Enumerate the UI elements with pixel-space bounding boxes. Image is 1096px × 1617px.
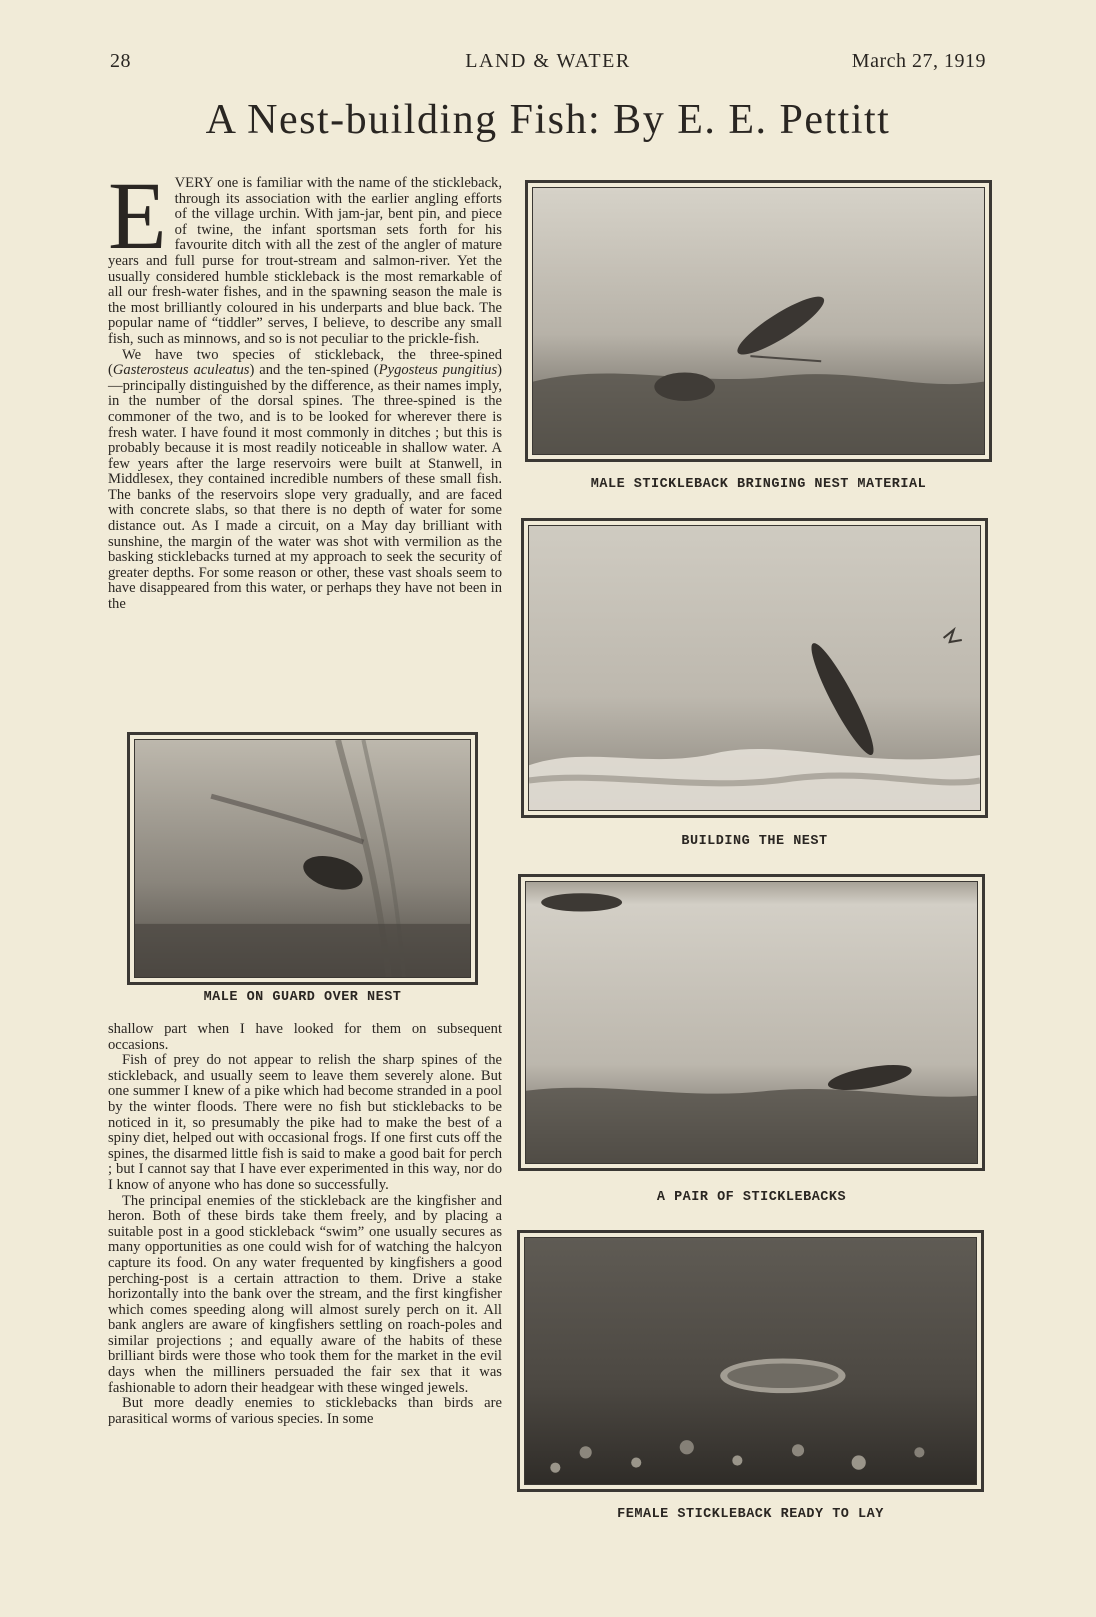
paragraph: We have two species of stickleback, the three-spined (Gasterosteus aculeatus) and the ten-spined (Pygosteus pungitius)—principally distinguished by the difference, as their names imply, in the number of the dorsal spines. The three-spined is the commoner of the two, and is to be looked for wherever there is fresh water. I have found it most commonly in ditches ; but this is probably because it is most readily noticeable in shallow water. A few years after the large reservoirs were built at Stanwell, in Middlesex, they contained incredible numbers of these small fish. The banks of the reservoirs slope very gradually, and are faced with concrete slabs, so that there is no depth of water for some distance out. As I made a circuit, on a May day brilliant with sunshine, the margin of the water was shot with vermilion as the basking sticklebacks turned at my approach to seek the security of greater depths. For some reason or other, these vast shoals seem to have disappeared from this water, or perhaps they have not been in the bbox=[108, 346, 503, 613]
photo-male-bringing-nest-material bbox=[525, 180, 992, 462]
caption-female-ready-to-lay: FEMALE STICKLEBACK READY TO LAY bbox=[617, 1507, 884, 1522]
species-name: Gasterosteus aculeatus bbox=[112, 362, 250, 379]
page-number: 28 bbox=[110, 50, 131, 72]
publication-name: LAND & WATER bbox=[465, 50, 631, 72]
drop-cap: E bbox=[108, 162, 167, 269]
article-text-lower bbox=[108, 1022, 502, 1427]
paragraph: Fish of prey do not appear to relish the sharp spines of the stickleback, and usually seem to leave them severely alone. But one summer I knew of a pike which had become stranded in a pool by the winter floods. There were no fish but sticklebacks to be noticed in it, so presumably the pike had to make the best of a spiny diet, helped out with occasional frogs. If one first cuts off the spines, the disarmed little fish is said to make a good bait for perch ; but I cannot say that I have ever experimented in this way, nor do I know of anyone who has done so successfully. bbox=[108, 1052, 502, 1193]
photo-male-bringing-nest-material-image bbox=[533, 188, 984, 454]
paragraph: shallow part when I have looked for them on subsequent occasions. bbox=[108, 1021, 502, 1053]
caption-pair-of-sticklebacks: A PAIR OF STICKLEBACKS bbox=[656, 1190, 847, 1205]
caption-male-bringing-nest-material: MALE STICKLEBACK BRINGING NEST MATERIAL bbox=[590, 477, 927, 492]
caption-building-the-nest: BUILDING THE NEST bbox=[681, 834, 828, 849]
photo-female-ready-to-lay bbox=[517, 1230, 984, 1492]
photo-building-the-nest-image bbox=[529, 526, 980, 810]
photo-male-on-guard-image bbox=[135, 740, 470, 977]
paragraph: The principal enemies of the stickleback are the kingfisher and heron. Both of these birds take them freely, and by placing a suitable post in a good stickleback “swim” one usually secures as many opportunities as one could wish for of watching the halcyon capture its food. On any water frequented by kingfishers a good perching-post is a certain attraction to them. Drive a stake horizontally into the bank over the stream, and the first kingfisher which comes speeding along will almost surely perch on it. All bank anglers are aware of kingfishers settling on roach-poles and similar projections ; and equally aware of the habits of these brilliant birds were those who took them for the market in the evil days when the milliners persuaded the fair sex that it was fashionable to adorn their headgear with these winged jewels. bbox=[108, 1192, 502, 1396]
article-text-upper bbox=[108, 162, 503, 613]
caption-male-on-guard: MALE ON GUARD OVER NEST bbox=[203, 990, 402, 1005]
issue-date: March 27, 1919 bbox=[851, 50, 986, 72]
photo-pair-of-sticklebacks bbox=[518, 874, 985, 1171]
photo-male-on-guard bbox=[127, 732, 478, 985]
species-name: Pygosteus pungitius bbox=[378, 362, 498, 379]
article-title: A Nest-building Fish: By E. E. Pettitt bbox=[205, 97, 891, 143]
paragraph: EVERY one is familiar with the name of the stickleback, through its association with the earlier angling efforts of the village urchin. With jam-jar, bent pin, and piece of twine, the infant sportsman sets forth for his favourite ditch with all the zest of the angler of mature years and full purse for trout-stream and salmon-river. Yet the usually considered humble stickleback is the most remarkable of all our fresh-water fishes, and in the spawning season the male is the most brilliantly coloured in his underparts and blue back. The popular name of “tiddler” serves, I believe, to describe any small fish, such as minnows, and so is not peculiar to the prickle-fish. bbox=[108, 162, 502, 347]
photo-pair-of-sticklebacks-image bbox=[526, 882, 977, 1163]
photo-female-ready-to-lay-image bbox=[525, 1238, 976, 1484]
photo-building-the-nest bbox=[521, 518, 988, 818]
paragraph: But more deadly enemies to sticklebacks than birds are parasitical worms of various species. In some bbox=[108, 1395, 502, 1427]
